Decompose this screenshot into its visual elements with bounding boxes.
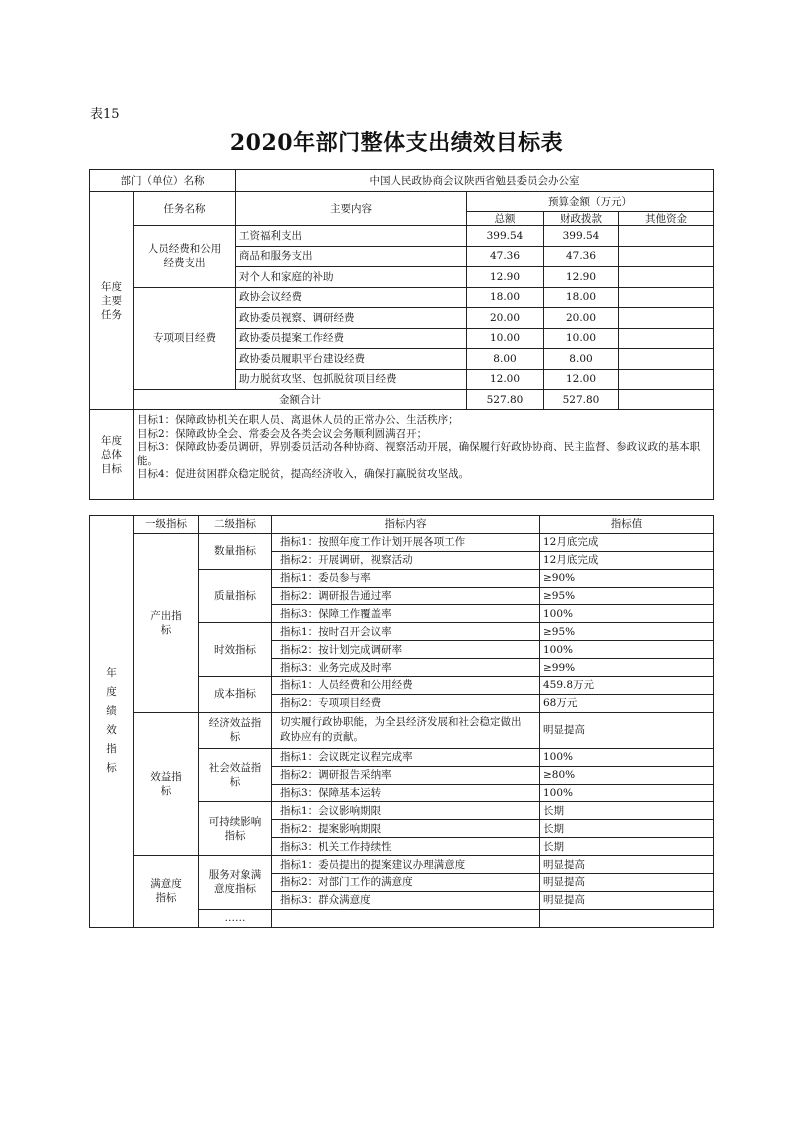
header-fiscal: 财政拨款 <box>544 212 619 226</box>
sum-label: 金额合计 <box>134 390 467 410</box>
task-fiscal: 10.00 <box>544 328 619 349</box>
task-content: 助力脱贫攻坚、包抓脱贫项目经费 <box>236 369 467 390</box>
indicator-value: 长期 <box>540 820 714 838</box>
task-side-label: 年度 主要 任务 <box>90 192 134 410</box>
level1-name: 效益指标 <box>134 712 199 855</box>
task-group-name: 人员经费和公用经费支出 <box>134 226 236 288</box>
indicator-content: 指标2：专项项目经费 <box>272 694 540 712</box>
task-total: 399.54 <box>467 226 544 247</box>
form-label: 表15 <box>90 107 120 122</box>
sum-total: 527.80 <box>467 390 544 410</box>
level2-name: 服务对象满意度指标 <box>199 856 272 910</box>
task-content: 政协委员履职平台建设经费 <box>236 349 467 370</box>
indicator-content: 指标2：调研报告通过率 <box>272 587 540 605</box>
task-other <box>619 226 714 247</box>
task-other <box>619 246 714 267</box>
indicator-value: 明显提高 <box>540 712 714 748</box>
level2-name: 可持续影响指标 <box>199 802 272 856</box>
indicator-content: 切实履行政协职能，为全县经济发展和社会稳定做出政协应有的贡献。 <box>272 712 540 748</box>
header-total: 总额 <box>467 212 544 226</box>
table-row <box>90 287 714 308</box>
goal-side-label: 年度 总体 目标 <box>90 410 134 500</box>
task-total: 10.00 <box>467 328 544 349</box>
task-other <box>619 287 714 308</box>
task-content: 政协委员提案工作经费 <box>236 328 467 349</box>
indicator-value: ≥90% <box>540 569 714 587</box>
task-fiscal: 47.36 <box>544 246 619 267</box>
budget-table <box>89 169 714 500</box>
task-other <box>619 267 714 288</box>
indicator-content: 指标3：业务完成及时率 <box>272 659 540 677</box>
indicator-value <box>540 909 714 927</box>
header-content: 主要内容 <box>236 192 467 226</box>
task-total: 18.00 <box>467 287 544 308</box>
table-row <box>90 170 714 192</box>
task-content: 政协委员视察、调研经费 <box>236 308 467 329</box>
goal-item: 目标1：保障政协机关在职人员、离退休人员的正常办公、生活秩序； <box>137 414 459 426</box>
task-content: 对个人和家庭的补助 <box>236 267 467 288</box>
table-row <box>90 192 714 212</box>
level2-name: 数量指标 <box>199 533 272 569</box>
level2-name: 时效指标 <box>199 623 272 677</box>
indicator-value: 明显提高 <box>540 874 714 892</box>
page-title: 2020年部门整体支出绩效目标表 <box>229 130 564 156</box>
task-total: 20.00 <box>467 308 544 329</box>
goals-cell <box>134 410 714 500</box>
indicator-content <box>272 909 540 927</box>
level1-name: 满意度指标 <box>134 856 199 928</box>
task-total: 12.90 <box>467 267 544 288</box>
header-value: 指标值 <box>540 516 714 534</box>
indicator-content: 指标1：委员提出的提案建议办理满意度 <box>272 856 540 874</box>
indicator-value: 长期 <box>540 838 714 856</box>
indicator-value: ≥95% <box>540 587 714 605</box>
task-other <box>619 369 714 390</box>
indicator-value: 明显提高 <box>540 891 714 909</box>
task-fiscal: 18.00 <box>544 287 619 308</box>
level2-name: 质量指标 <box>199 569 272 623</box>
header-level2: 二级指标 <box>199 516 272 534</box>
dept-value: 中国人民政协商会议陕西省勉县委员会办公室 <box>236 170 714 192</box>
indicator-content: 指标3：保障工作覆盖率 <box>272 605 540 623</box>
indicator-value: ≥99% <box>540 659 714 677</box>
level2-name: 经济效益指标 <box>199 712 272 748</box>
task-other <box>619 349 714 370</box>
task-total: 12.00 <box>467 369 544 390</box>
level2-name: 成本指标 <box>199 677 272 713</box>
task-fiscal: 8.00 <box>544 349 619 370</box>
indicator-value: 长期 <box>540 802 714 820</box>
indicator-value: ≥95% <box>540 623 714 641</box>
task-total: 8.00 <box>467 349 544 370</box>
indicator-value: 68万元 <box>540 694 714 712</box>
indicator-content: 指标2：开展调研，视察活动 <box>272 551 540 569</box>
task-content: 政协会议经费 <box>236 287 467 308</box>
indicator-content: 指标1：委员参与率 <box>272 569 540 587</box>
goal-item: 目标3：保障政协委员调研，界别委员活动各种协商、视察活动开展，确保履行好政协协商、民主监督、参政议政的基本职能。 <box>137 441 701 467</box>
indicator-value: 12月底完成 <box>540 533 714 551</box>
indicator-content: 指标3：保障基本运转 <box>272 784 540 802</box>
dept-label: 部门（单位）名称 <box>90 170 236 192</box>
indicator-content: 指标3：机关工作持续性 <box>272 838 540 856</box>
indicator-content: 指标2：对部门工作的满意度 <box>272 874 540 892</box>
task-fiscal: 12.00 <box>544 369 619 390</box>
indicator-value: 100% <box>540 641 714 659</box>
table-row <box>90 516 714 534</box>
indicator-content: 指标3：群众满意度 <box>272 891 540 909</box>
table-row <box>90 712 714 748</box>
task-content: 工资福利支出 <box>236 226 467 247</box>
level2-name: 社会效益指标 <box>199 748 272 802</box>
level2-name: …… <box>199 909 272 927</box>
indicator-value: 12月底完成 <box>540 551 714 569</box>
table-row <box>90 390 714 410</box>
table-row <box>90 226 714 247</box>
task-group-name: 专项项目经费 <box>134 287 236 390</box>
header-level1: 一级指标 <box>134 516 199 534</box>
indicator-value: 明显提高 <box>540 856 714 874</box>
indicator-content: 指标1：会议既定议程完成率 <box>272 748 540 766</box>
task-content: 商品和服务支出 <box>236 246 467 267</box>
task-total: 47.36 <box>467 246 544 267</box>
sum-other <box>619 390 714 410</box>
indicator-value: 100% <box>540 605 714 623</box>
indicator-value: 100% <box>540 784 714 802</box>
task-fiscal: 20.00 <box>544 308 619 329</box>
table-row <box>90 410 714 500</box>
indicator-content: 指标1：会议影响期限 <box>272 802 540 820</box>
task-fiscal: 12.90 <box>544 267 619 288</box>
indicator-content: 指标1：按照年度工作计划开展各项工作 <box>272 533 540 551</box>
indicator-value: ≥80% <box>540 766 714 784</box>
indicator-content: 指标2：调研报告采纳率 <box>272 766 540 784</box>
goal-item: 目标2：保障政协全会、常委会及各类会议会务顺利圆满召开； <box>137 427 428 440</box>
indicator-content: 指标1：人员经费和公用经费 <box>272 677 540 695</box>
header-other: 其他资金 <box>619 212 714 226</box>
task-other <box>619 328 714 349</box>
perf-side-label: 年 度 绩 效 指 标 <box>90 516 134 928</box>
level1-name: 产出指标 <box>134 533 199 712</box>
indicator-value: 459.8万元 <box>540 677 714 695</box>
indicator-content: 指标1：按时召开会议率 <box>272 623 540 641</box>
header-budget: 预算金额（万元） <box>467 192 714 212</box>
table-row <box>90 856 714 874</box>
indicator-content: 指标2：按计划完成调研率 <box>272 641 540 659</box>
sum-fiscal: 527.80 <box>544 390 619 410</box>
indicator-content: 指标2：提案影响期限 <box>272 820 540 838</box>
task-other <box>619 308 714 329</box>
goal-item: 目标4：促进贫困群众稳定脱贫，提高经济收入，确保打赢脱贫攻坚战。 <box>137 468 470 480</box>
task-fiscal: 399.54 <box>544 226 619 247</box>
table-row <box>90 533 714 551</box>
indicator-value: 100% <box>540 748 714 766</box>
header-indicator: 指标内容 <box>272 516 540 534</box>
performance-table <box>89 515 714 928</box>
header-task-name: 任务名称 <box>134 192 236 226</box>
